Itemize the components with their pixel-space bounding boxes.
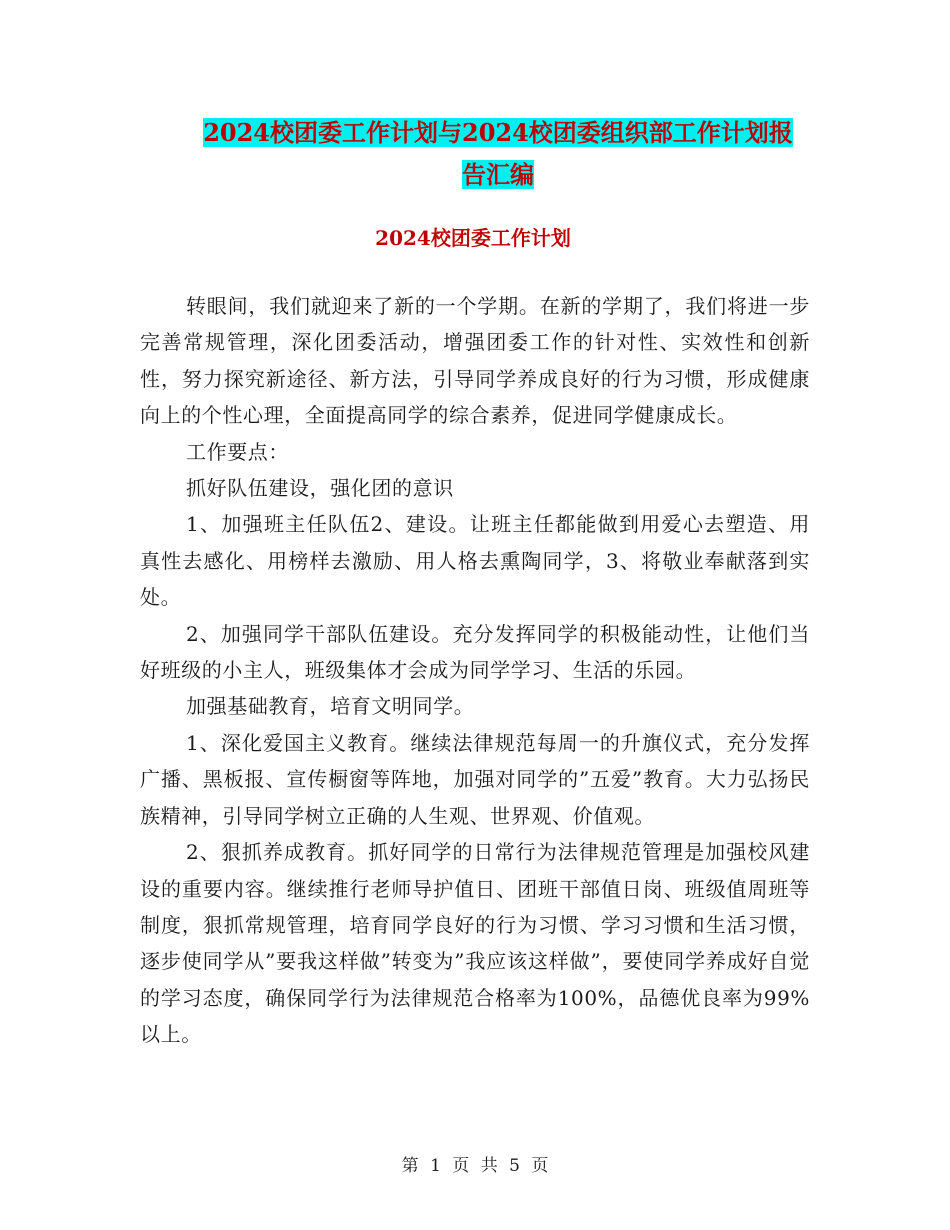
footer-total-label: 共 [480, 1156, 498, 1176]
section-title: 2024校团委工作计划 [375, 226, 571, 250]
paragraph-basic-education: 加强基础教育，培育文明同学。 [186, 694, 475, 719]
paragraph-work-points: 工作要点： [186, 439, 289, 464]
footer-page-unit: 页 [452, 1156, 470, 1176]
footer-page-label: 第 [401, 1156, 419, 1176]
paragraph-item-2: 2、加强同学干部队伍建设。充分发挥同学的积极能动性，让他们当好班级的小主人，班级集体才会成为同学学习、生活的乐园。 [140, 621, 810, 683]
document-title-line-1: 2024校团委工作计划与2024校团委组织部工作计划报 [203, 118, 793, 147]
page-footer [0, 1154, 950, 1178]
paragraph-team-building: 抓好队伍建设，强化团的意识 [186, 476, 454, 501]
footer-total-pages: 5 [509, 1156, 520, 1176]
paragraph-patriotism: 1、深化爱国主义教育。继续法律规范每周一的升旗仪式，充分发挥广播、黑板报、宣传橱窗等阵地，加强对同学的”五爱”教育。大力弘扬民族精神，引导同学树立正确的人生观、世界观、价值观。 [140, 730, 810, 828]
paragraph-habit-education: 2、狠抓养成教育。抓好同学的日常行为法律规范管理是加强校风建设的重要内容。继续推行老师导护值日、团班干部值日岗、班级值周班等制度，狠抓常规管理，培育同学良好的行为习惯、学习习惯和生活习惯，逐步使同学从”要我这样做”转变为”我应该这样做”，要使同学养成好自觉的学习态度，确保同学行为法律规范合格率为100%，品德优良率为99%以上。 [140, 840, 810, 1047]
document-title [140, 112, 856, 196]
footer-page-number: 1 [430, 1156, 441, 1176]
paragraph-item-1: 1、加强班主任队伍2、建设。让班主任都能做到用爱心去塑造、用真性去感化、用榜样去激励、用人格去熏陶同学，3、将敬业奉献落到实处。 [140, 512, 810, 610]
paragraph-intro: 转眼间，我们就迎来了新的一个学期。在新的学期了，我们将进一步完善常规管理，深化团委活动，增强团委工作的针对性、实效性和创新性，努力探究新途径、新方法，引导同学养成良好的行为习惯，形成健康向上的个性心理，全面提高同学的综合素养，促进同学健康成长。 [140, 294, 810, 428]
document-title-line-2: 告汇编 [462, 160, 534, 189]
document-body [140, 288, 810, 1053]
footer-total-unit: 页 [531, 1156, 549, 1176]
